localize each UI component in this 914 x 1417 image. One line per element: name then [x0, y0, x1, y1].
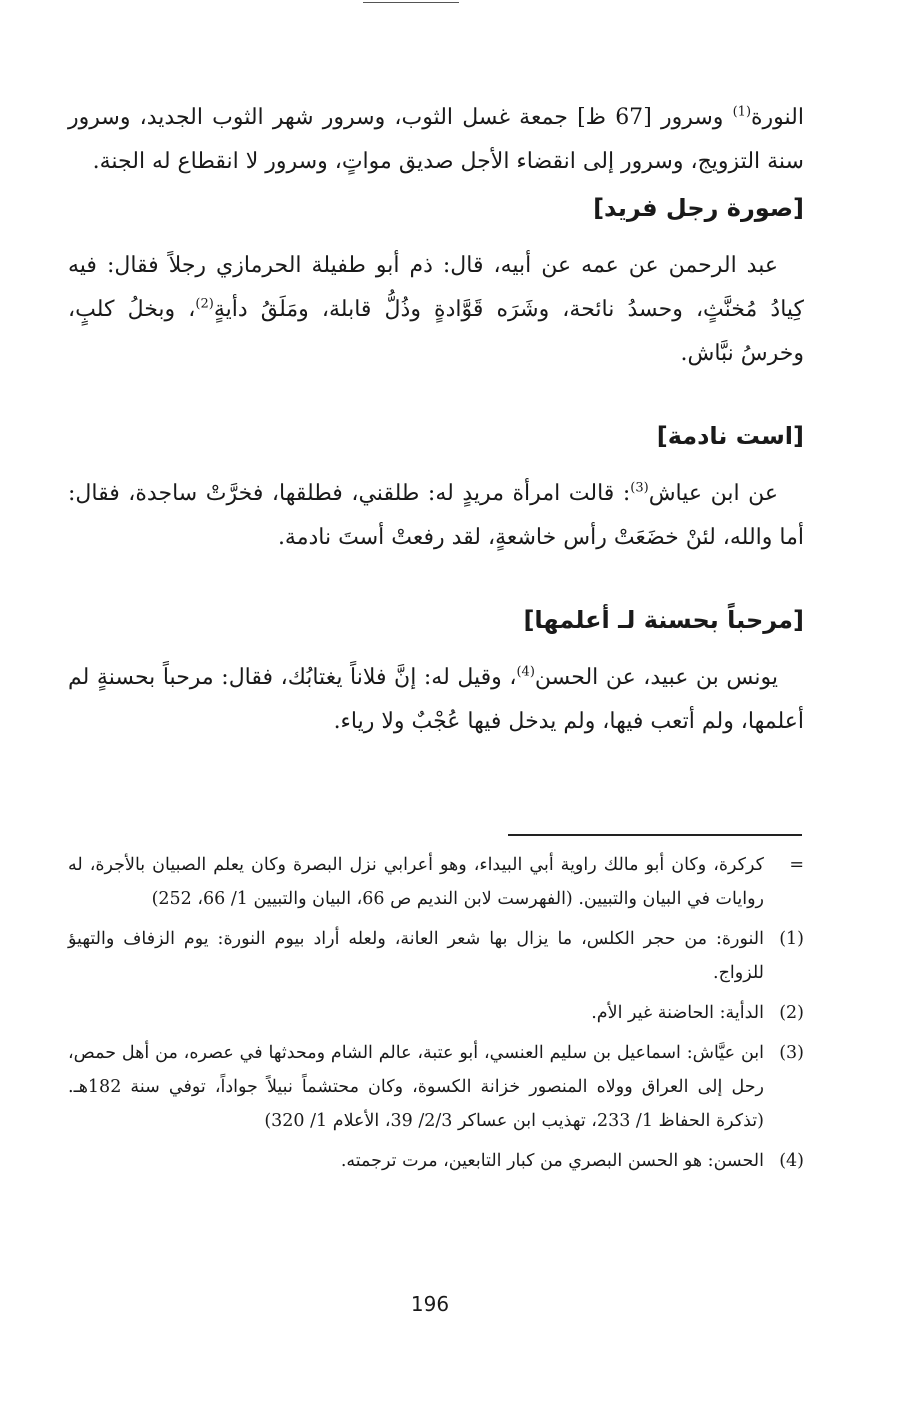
page-number: 196: [410, 1292, 450, 1316]
footnote-text: ابن عيَّاش: اسماعيل بن سليم العنسي، أبو عتبة، عالم الشام ومحدثها في عصره، من أهل حمص، رحل إلى العراق وولاه المنصور خزانة الكسوة، وكان محتشماً نبيلاً جواداً، توفي سنة 182هـ. (تذكرة الحفاظ 1/ 233، تهذيب ابن عساكر 2/3/ 39، الأعلام 1/ 320): [68, 1043, 764, 1131]
footnote-4: [68, 1144, 804, 1178]
footnote-number: (4): [779, 1151, 804, 1171]
footnote-text: الدأية: الحاضنة غير الأم.: [591, 1003, 764, 1023]
footnote-text: النورة: من حجر الكلس، ما يزال بها شعر العانة، ولعله أراد بيوم النورة: يوم الزفاف والتهيؤ للزواج.: [68, 929, 764, 983]
footnote-number: (1): [779, 929, 804, 949]
section-paragraph: عن ابن عياش$^{(3)}$: قالت امرأة مريدٍ له: طلقني، فطلقها، فخرَّتْ ساجدة، فقال: أما والله، لئنْ خضَعَتْ رأس خاشعةٍ، لقد رفعتْ أستَ نادمة.: [68, 480, 804, 550]
footnote-1: [68, 922, 804, 990]
footnote-ref-1: (1): [732, 104, 752, 120]
footnote-number: (3): [779, 1043, 804, 1063]
section-heading: [است نادمة]: [656, 422, 804, 450]
section-heading: [مرحباً بحسنة لـ أعلمها]: [523, 606, 804, 634]
footnote-3: [68, 1036, 804, 1138]
section-heading: [صورة رجل فريد]: [593, 194, 804, 222]
footnotes: [68, 848, 804, 1184]
footnote-text: كركرة، وكان أبو مالك راوية أبي البيداء، وهو أعرابي نزل البصرة وكان يعلم الصبيان بالأجرة، له روايات في البيان والتبيين. (الفهرست لابن النديم ص 66، البيان والتبيين 1/ 66، 252): [68, 855, 764, 909]
top-rule: [363, 2, 459, 3]
intro-paragraph: النورة$^{(1)}$ وسرور [67 ظ] جمعة غسل الثوب، وسرور شهر الثوب الجديد، وسرور سنة التزويج، وسرور إلى انقضاء الأجل صديق مواتٍ، وسرور لا انقطاع له الجنة.: [68, 104, 805, 174]
section-welcome-good-deed: [68, 596, 804, 744]
footnote-continuation: [68, 848, 804, 916]
footnote-ref-2: (2): [195, 296, 214, 312]
footnote-number: (2): [779, 1003, 804, 1023]
footnote-ref-4: (4): [516, 664, 535, 680]
footnote-2: [68, 996, 804, 1030]
footnote-ref-3: (3): [630, 480, 649, 496]
section-paragraph: عبد الرحمن عن عمه عن أبيه، قال: ذم أبو طفيلة الحرمازي رجلاً فقال: فيه كِيادُ مُخنَّثٍ، وحسدُ نائحة، وشَرَه قَوَّادةٍ وذُلُّ قابلة، ومَلَقُ دأيةٍ$^{(2)}$، وبخلُ كلبٍ، وخرسُ نبَّاش.: [68, 253, 805, 366]
footnote-number: =: [789, 855, 804, 875]
section-unique-man: [68, 184, 804, 376]
section-paragraph: يونس بن عبيد، عن الحسن$^{(4)}$، وقيل له: إنَّ فلاناً يغتابُك، فقال: مرحباً بحسنةٍ لم أعلمها، ولم أتعب فيها، ولم يدخل فيها عُجْبٌ ولا رياء.: [68, 664, 804, 734]
footnote-text: الحسن: هو الحسن البصري من كبار التابعين، مرت ترجمته.: [340, 1151, 764, 1171]
section-remorseful: [68, 412, 804, 560]
main-text: [68, 96, 804, 780]
footnote-separator: [508, 834, 802, 836]
